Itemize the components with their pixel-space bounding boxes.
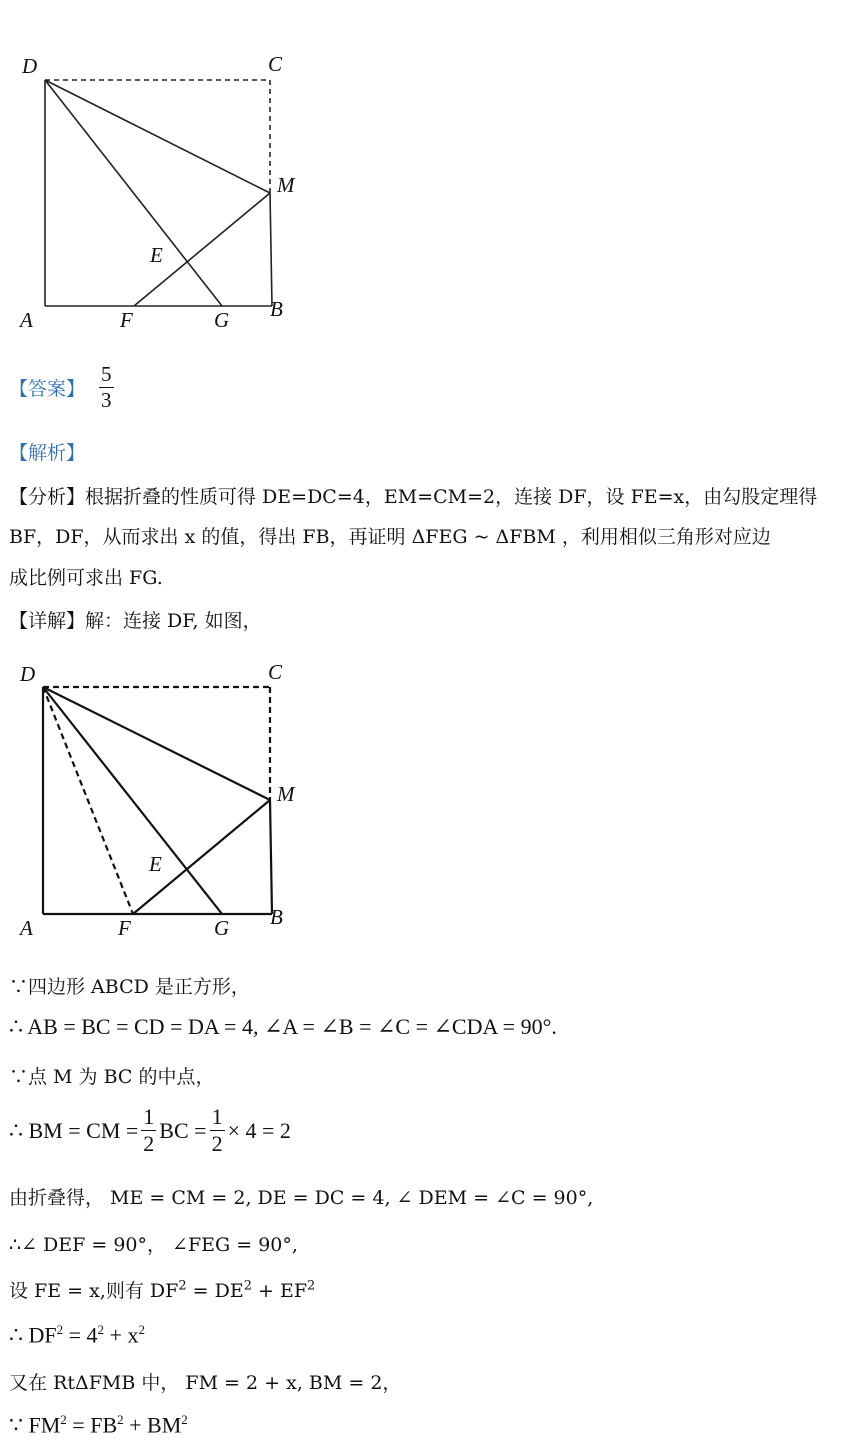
label-E: E (149, 852, 162, 876)
step-4-frac-num-1: 1 (143, 1104, 155, 1129)
label-D: D (20, 662, 36, 686)
step-6: ∴∠ DEF = 90°， ∠FEG = 90°, (9, 1234, 298, 1256)
step-7-sup-1: 2 (178, 1278, 187, 1294)
edge-MB (270, 800, 272, 914)
figure-1 (0, 40, 320, 340)
figure-1-svg (0, 40, 320, 340)
step-4-right: × 4 = 2 (227, 1117, 291, 1143)
step-9: 又在 RtΔFMB 中， FM = 2 + x, BM = 2， (9, 1372, 402, 1394)
label-A: A (20, 308, 33, 332)
step-8-sup-2: 2 (97, 1322, 105, 1337)
step-7-sup-2: 2 (243, 1278, 252, 1294)
label-E: E (150, 243, 163, 267)
step-7-sup-3: 2 (307, 1278, 316, 1294)
step-10-a: ∵ FM (9, 1412, 61, 1438)
label-C: C (268, 52, 283, 76)
step-8 (9, 1322, 145, 1348)
segment-DM (45, 80, 270, 193)
step-5: 由折叠得， ME = CM = 2, DE = DC = 4, ∠ DEM = ∠C = 90°, (9, 1187, 594, 1209)
segment-DG (43, 687, 222, 914)
label-D: D (22, 54, 38, 78)
segment-DG (45, 80, 222, 306)
step-4 (9, 1106, 291, 1155)
step-10-b: = FB (66, 1412, 118, 1438)
answer-numerator: 5 (101, 362, 112, 386)
fenxi-line-3: 成比例可求出 FG. (9, 567, 163, 589)
segment-DF (43, 687, 133, 914)
step-7-b: = DE (186, 1280, 244, 1302)
step-4-frac-den-1: 2 (143, 1131, 155, 1156)
step-8-sup-1: 2 (56, 1322, 64, 1337)
step-3: ∵点 M 为 BC 的中点， (9, 1066, 215, 1088)
step-10-sup-1: 2 (60, 1412, 67, 1427)
step-7-a: 设 FE = x,则有 DF (9, 1280, 179, 1302)
step-10-sup-2: 2 (117, 1412, 124, 1427)
answer-tag: 【答案】 (9, 378, 86, 400)
step-8-b: = 4 (63, 1322, 98, 1348)
label-M: M (277, 173, 295, 197)
label-G: G (214, 308, 230, 332)
step-8-c: + x (104, 1322, 139, 1348)
step-7 (9, 1276, 315, 1303)
label-M: M (277, 782, 295, 806)
answer-fraction (96, 364, 117, 411)
step-4-frac-den-2: 2 (211, 1131, 223, 1156)
step-4-left: ∴ BM = CM = (9, 1117, 139, 1143)
step-4-frac-num-2: 1 (211, 1104, 223, 1129)
step-1: ∵四边形 ABCD 是正方形， (9, 976, 250, 998)
edge-MB (270, 193, 272, 306)
step-10-sup-3: 2 (181, 1412, 188, 1427)
step-2: ∴ AB = BC = CD = DA = 4, ∠A = ∠B = ∠C = ∠CDA = 90°. (9, 1014, 557, 1039)
xiangjie-line: 【详解】解：连接 DF, 如图， (9, 610, 262, 632)
step-7-c: + EF (251, 1280, 308, 1302)
step-10-c: + BM (123, 1412, 182, 1438)
label-B: B (270, 905, 283, 929)
step-8-sup-3: 2 (138, 1322, 145, 1337)
fenxi-line-1: 【分析】根据折叠的性质可得 DE=DC=4，EM=CM=2，连接 DF，设 FE=x，由勾股定理得 (9, 486, 818, 508)
label-A: A (20, 916, 33, 940)
segment-DM (43, 687, 270, 800)
figure-2-svg (0, 650, 320, 950)
fenxi-line-2: BF，DF，从而求出 x 的值，得出 FB，再证明 ΔFEG ~ ΔFBM ，利用相似三角形对应边 (9, 526, 771, 548)
analysis-tag: 【解析】 (9, 442, 86, 464)
label-F: F (120, 308, 133, 332)
label-C: C (268, 660, 283, 684)
answer-denominator: 3 (101, 388, 112, 412)
step-10 (9, 1412, 188, 1438)
label-G: G (214, 916, 230, 940)
label-B: B (270, 297, 283, 321)
step-4-mid: BC = (159, 1117, 207, 1143)
answer-line (9, 374, 85, 401)
figure-2 (0, 650, 320, 950)
label-F: F (118, 916, 131, 940)
step-8-a: ∴ DF (9, 1322, 57, 1348)
